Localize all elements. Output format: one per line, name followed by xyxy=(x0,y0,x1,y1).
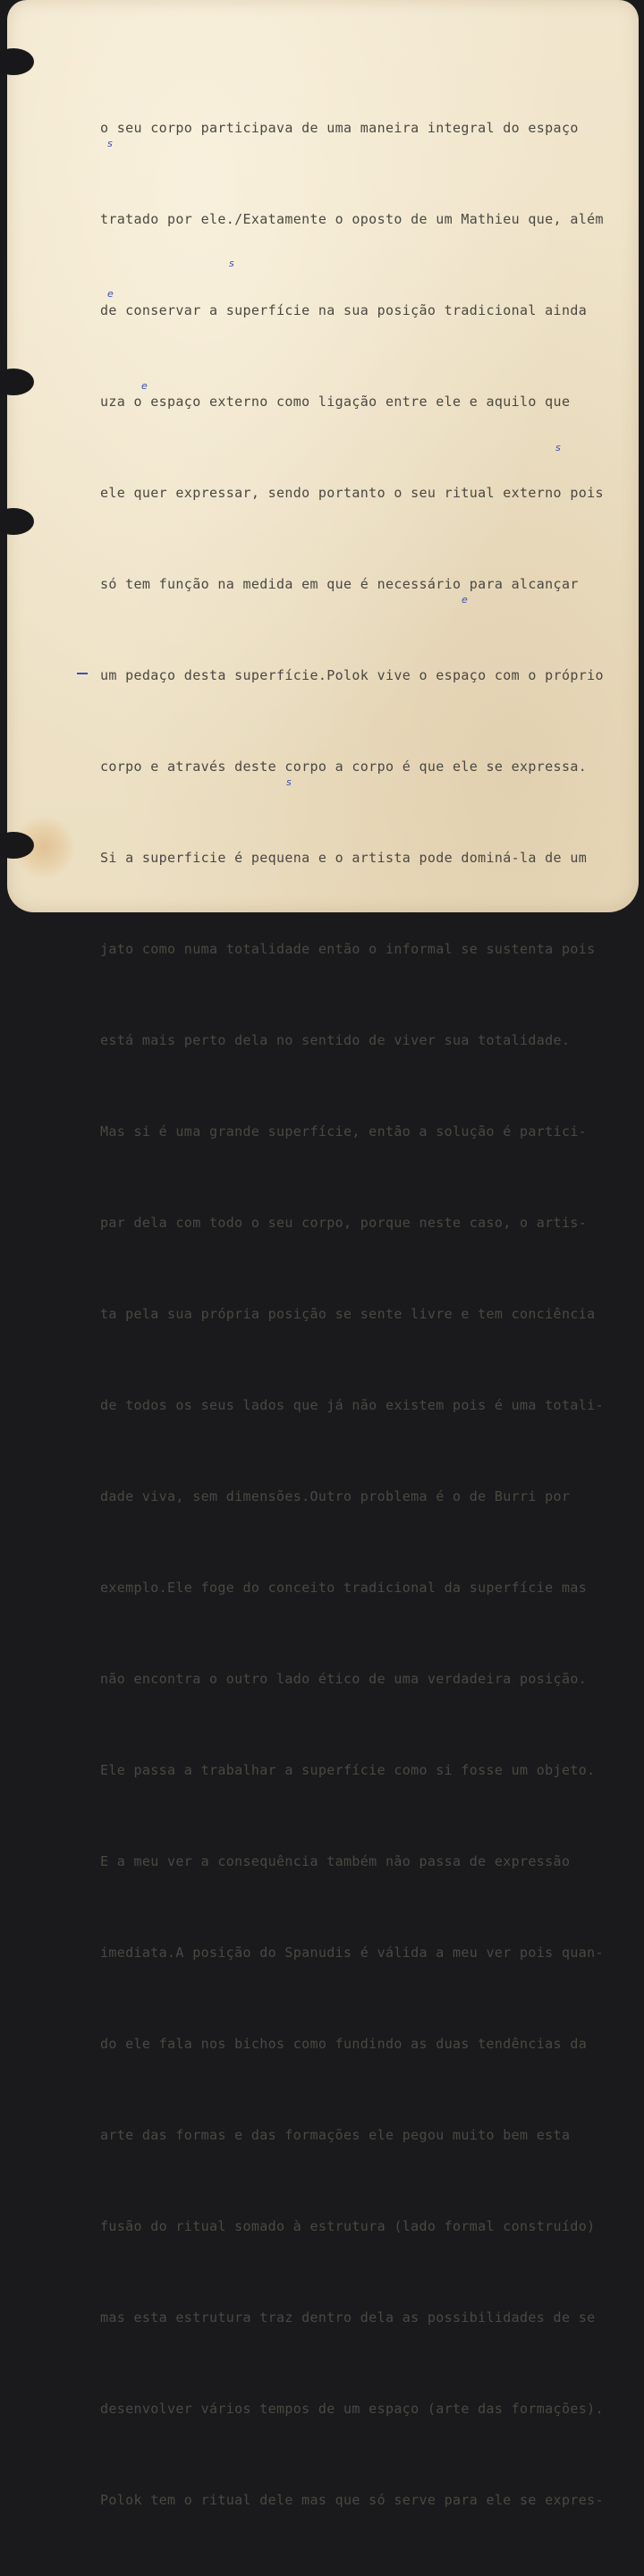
text-line: par dela com todo o seu corpo, porque neste caso, o artis- xyxy=(100,1215,588,1231)
handwritten-correction: s xyxy=(229,258,234,269)
text-line: de conservar a superfície na sua posição tradicional ainda xyxy=(100,302,588,318)
text-line: Polok tem o ritual dele mas que só serve para ele se expres- xyxy=(100,2492,604,2508)
margin-dash-mark xyxy=(77,673,88,674)
text-line: do ele fala nos bichos como fundindo as duas tendências da xyxy=(100,2036,588,2052)
handwritten-correction: e xyxy=(141,380,148,392)
text-line: o seu corpo participava de uma maneira integral do espaço xyxy=(100,120,579,136)
text-line: não encontra o outro lado ético de uma verdadeira posição. xyxy=(100,1671,588,1687)
handwritten-correction: e xyxy=(107,288,114,300)
handwritten-correction: e xyxy=(462,594,468,606)
text-line: exemplo.Ele foge do conceito tradicional da superfície mas xyxy=(100,1580,588,1596)
text-line: uza o espaço externo como ligação entre ele e aquilo que xyxy=(100,394,571,410)
text-line: desenvolver vários tempos de um espaço (arte das formações). xyxy=(100,2401,604,2417)
text-line: só tem função na medida em que é necessário para alcançar xyxy=(100,576,579,592)
text-line: jato como numa totalidade então o informal se sustenta pois xyxy=(100,941,596,957)
text-line: Si a superficie é pequena e o artista pode dominá-la de um xyxy=(100,850,588,866)
text-line: dade viva, sem dimensões.Outro problema é o de Burri por xyxy=(100,1488,571,1504)
text-line: corpo e através deste corpo a corpo é que ele se expressa. xyxy=(100,758,588,775)
text-line: fusão do ritual somado à estrutura (lado formal construído) xyxy=(100,2218,596,2234)
handwritten-correction: s xyxy=(286,776,292,788)
text-line: de todos os seus lados que já não existem pois é uma totali- xyxy=(100,1397,604,1413)
text-line: está mais perto dela no sentido de viver sua totalidade. xyxy=(100,1032,571,1048)
text-line: tratado por ele./Exatamente o oposto de um Mathieu que, além xyxy=(100,211,604,227)
binder-hole xyxy=(0,369,34,395)
text-line: Ele passa a trabalhar a superfície como si fosse um objeto. xyxy=(100,1762,596,1778)
binder-hole xyxy=(0,48,34,75)
text-line: ta pela sua própria posição se sente livre e tem conciência xyxy=(100,1306,596,1322)
text-line: Mas si é uma grande superfície, então a solução é partici- xyxy=(100,1123,588,1140)
handwritten-correction: s xyxy=(555,442,561,453)
binder-hole xyxy=(0,508,34,535)
text-line: E a meu ver a consequência também não passa de expressão xyxy=(100,1853,571,1869)
typed-text-body xyxy=(100,52,637,2576)
text-line: imediata.A posição do Spanudis é válida a meu ver pois quan- xyxy=(100,1945,604,1961)
typewritten-page xyxy=(7,0,639,2508)
text-line: ele quer expressar, sendo portanto o seu ritual externo pois xyxy=(100,485,604,501)
text-line: mas esta estrutura traz dentro dela as possibilidades de se xyxy=(100,2309,596,2326)
text-line: arte das formas e das formações ele pegou muito bem esta xyxy=(100,2127,571,2143)
text-line: um pedaço desta superfície.Polok vive o espaço com o próprio xyxy=(100,667,604,683)
handwritten-correction: s xyxy=(107,138,113,149)
